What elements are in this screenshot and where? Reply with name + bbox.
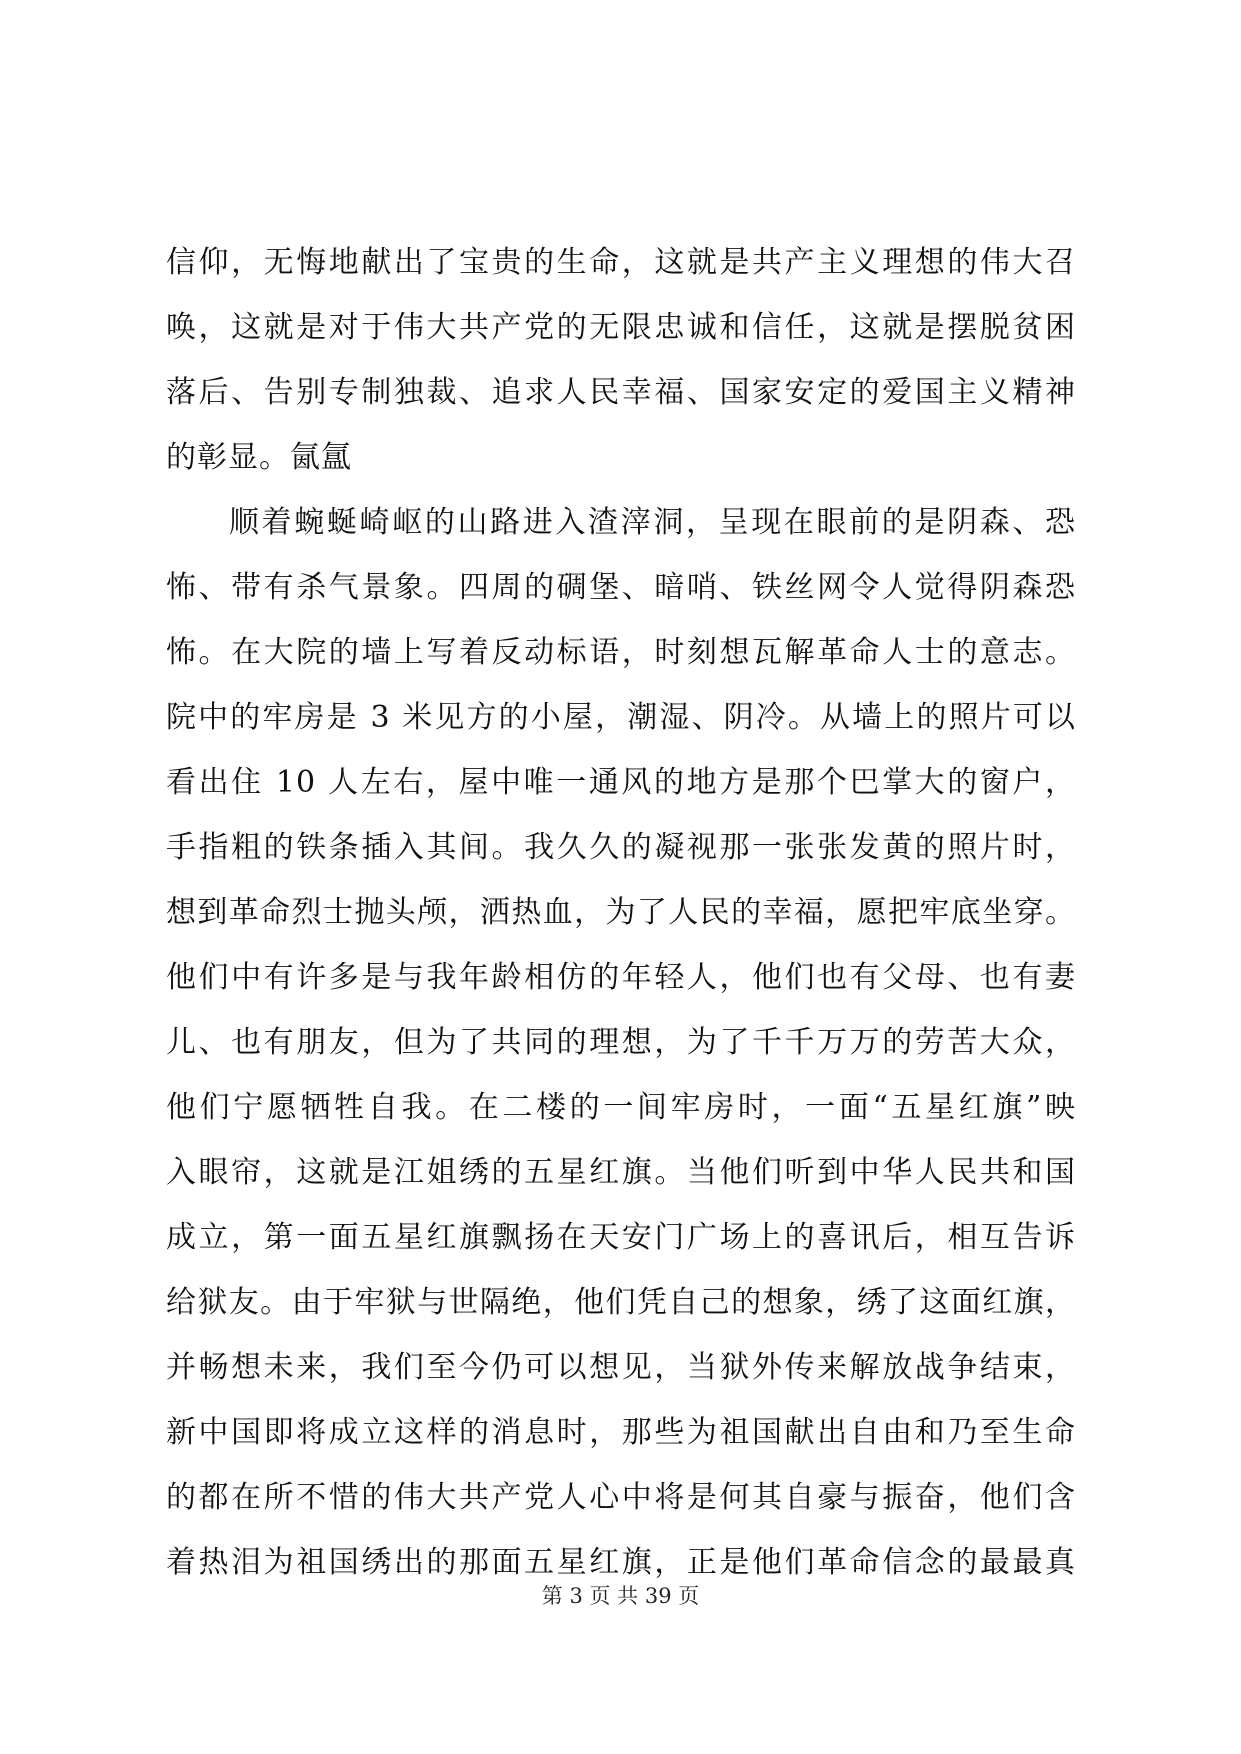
text-line: 院中的牢房是 3 米见方的小屋，潮湿、阴冷。从墙上的照片可以 xyxy=(166,700,1076,735)
text-line: 儿、也有朋友，但为了共同的理想，为了千千万万的劳苦大众， xyxy=(166,1025,1076,1060)
text-line: 唤，这就是对于伟大共产党的无限忠诚和信任，这就是摆脱贫困 xyxy=(166,310,1076,345)
text-line: 并畅想未来，我们至今仍可以想见，当狱外传来解放战争结束， xyxy=(166,1350,1076,1385)
text-line: 想到革命烈士抛头颅，洒热血，为了人民的幸福，愿把牢底坐穿。 xyxy=(166,895,1076,930)
text-line: 看出住 10 人左右，屋中唯一通风的地方是那个巴掌大的窗户， xyxy=(166,765,1076,800)
text-line: 新中国即将成立这样的消息时，那些为祖国献出自由和乃至生命 xyxy=(166,1415,1076,1450)
text-line: 落后、告别专制独裁、追求人民幸福、国家安定的爱国主义精神 xyxy=(166,375,1076,410)
text-line: 着热泪为祖国绣出的那面五星红旗，正是他们革命信念的最最真 xyxy=(166,1545,1076,1580)
text-line: 成立，第一面五星红旗飘扬在天安门广场上的喜讯后，相互告诉 xyxy=(166,1220,1076,1255)
text-line: 给狱友。由于牢狱与世隔绝，他们凭自己的想象，绣了这面红旗， xyxy=(166,1285,1076,1320)
text-line: 的都在所不惜的伟大共产党人心中将是何其自豪与振奋，他们含 xyxy=(166,1480,1076,1515)
text-line: 怖、带有杀气景象。四周的碉堡、暗哨、铁丝网令人觉得阴森恐 xyxy=(166,570,1076,605)
page-number-footer: 第 3 页 共 39 页 xyxy=(541,1584,700,1608)
text-line: 他们宁愿牺牲自我。在二楼的一间牢房时，一面“五星红旗”映 xyxy=(166,1090,1076,1125)
text-line: 信仰，无悔地献出了宝贵的生命，这就是共产主义理想的伟大召 xyxy=(166,245,1076,280)
text-line: 怖。在大院的墙上写着反动标语，时刻想瓦解革命人士的意志。 xyxy=(166,635,1076,670)
text-line: 入眼帘，这就是江姐绣的五星红旗。当他们听到中华人民共和国 xyxy=(166,1155,1076,1190)
text-line: 他们中有许多是与我年龄相仿的年轻人，他们也有父母、也有妻 xyxy=(166,960,1076,995)
body-text xyxy=(166,230,1076,1595)
text-line: 手指粗的铁条插入其间。我久久的凝视那一张张发黄的照片时， xyxy=(166,830,1076,865)
text-line: 顺着蜿蜒崎岖的山路进入渣滓洞，呈现在眼前的是阴森、恐 xyxy=(229,505,1076,540)
text-line: 的彰显。氤氲 xyxy=(166,440,352,475)
